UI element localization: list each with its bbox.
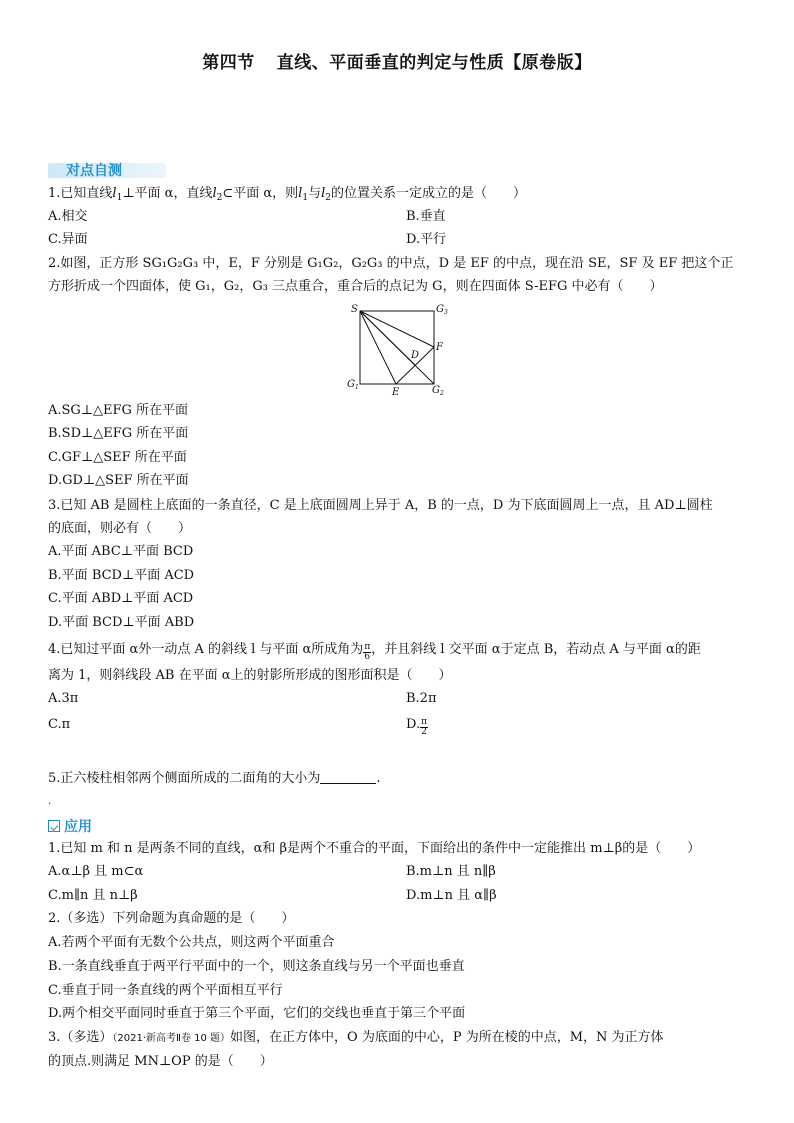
option-a: A.SG⊥△EFG 所在平面: [48, 403, 189, 418]
line-sf: [360, 311, 434, 347]
option-a: A.若两个平面有无数个公共点，则这两个平面重合: [48, 935, 335, 950]
line-sg2: [360, 311, 434, 384]
app-question-3-stem-line2: 的顶点.则满足 MN⊥OP 的是（ ）: [48, 1054, 273, 1069]
app-question-3-stem-line1: 3.（多选）（2021·新高考Ⅱ卷 10 题）如图，在正方体中，O 为底面的中心，P 为所在棱的中点，M，N 为正方体: [48, 1030, 664, 1045]
source-tag: （2021·新高考Ⅱ卷 10 题）: [112, 1033, 231, 1044]
option-b: B.2π: [406, 691, 437, 706]
question-3-stem-line2: 的底面，则必有（ ）: [48, 521, 192, 536]
option-b: B.SD⊥△EFG 所在平面: [48, 426, 189, 441]
question-2-stem-line2: 方形折成一个四面体，使 G₁，G₂，G₃ 三点重合，重合后的点记为 G，则在四面体 S-EFG 中必有（ ）: [48, 279, 663, 294]
question-2-stem-line1: 2.如图，正方形 SG₁G₂G₃ 中，E，F 分别是 G₁G₂，G₂G₃ 的中点，D 是 EF 的中点，现在沿 SE，SF 及 EF 把这个正: [48, 256, 734, 271]
question-4-stem-line1: 4.已知过平面 α外一动点 A 的斜线 l 与平面 α所成角为 $\frac{\pi}{6}$ ，并且斜线 l 交平面 α于定点 B，若动点 A 与平面 α的距: [48, 642, 701, 662]
option-d: D.平面 BCD⊥平面 ABD: [48, 615, 195, 630]
option-b: B.平面 BCD⊥平面 ACD: [48, 568, 195, 583]
section-title: 对点自测: [66, 163, 122, 179]
section-title-application: 应用: [48, 816, 92, 836]
question-5-stem: 5.正六棱柱相邻两个侧面所成的二面角的大小为 .: [48, 771, 381, 786]
option-d: D.m⊥n 且 α∥β: [406, 888, 497, 903]
label-s: S: [351, 304, 358, 315]
option-c: C.异面: [48, 232, 88, 247]
question-1-stem: 1.已知直线$l_1\perp$平面 α，直线$l_2\subset$平面 α，则$l_1$与$l_2$的位置关系一定成立的是（ ）: [48, 186, 527, 203]
option-d: D.两个相交平面同时垂直于第三个平面，它们的交线也垂直于第三个平面: [48, 1006, 466, 1021]
question-3-stem-line1: 3.已知 AB 是圆柱上底面的一条直径，C 是上底面圆周上异于 A，B 的一点，D 为下底面圆周上一点，且 AD⊥圆柱: [48, 498, 713, 513]
option-c: C.垂直于同一条直线的两个平面相互平行: [48, 983, 283, 998]
app-question-2-stem: 2.（多选）下列命题为真命题的是（ ）: [48, 911, 295, 926]
section-badge-self-test: [48, 160, 166, 180]
label-g3: $G_3$: [436, 304, 448, 316]
option-a: A.3π: [48, 691, 79, 706]
app-question-1-stem: 1.已知 m 和 n 是两条不同的直线，α和 β是两个不重合的平面，下面给出的条件中一定能推出 m⊥β的是（ ）: [48, 841, 701, 856]
answer-blank: [320, 772, 376, 784]
option-d: D. $\frac{\pi}{2}$: [406, 717, 428, 737]
option-a: A.α⊥β 且 m⊂α: [48, 864, 144, 879]
option-a: A.相交: [48, 209, 88, 224]
fraction-pi-over-2: $\frac{\pi}{2}$: [421, 717, 428, 737]
option-d: D.GD⊥△SEF 所在平面: [48, 473, 189, 488]
label-d: D: [411, 350, 420, 361]
option-b: B.m⊥n 且 n∥β: [406, 864, 496, 879]
label-g1: $G_1$: [347, 379, 359, 391]
page-title: 第四节 直线、平面垂直的判定与性质【原卷版】: [202, 53, 592, 73]
square-diagram: [345, 302, 455, 397]
check-box-icon: [48, 820, 60, 832]
label-e: E: [392, 387, 400, 397]
option-c: C.π: [48, 717, 71, 732]
option-c: C.平面 ABD⊥平面 ACD: [48, 591, 194, 606]
option-a: A.平面 ABC⊥平面 BCD: [48, 544, 194, 559]
option-b: B.垂直: [406, 209, 446, 224]
label-g2: $G_2$: [432, 385, 444, 397]
option-c: C.GF⊥△SEF 所在平面: [48, 450, 187, 465]
line-se: [360, 311, 396, 384]
option-d: D.平行: [406, 232, 447, 247]
option-c: C.m∥n 且 n⊥β: [48, 888, 138, 903]
question-4-stem-line2: 离为 1，则斜线段 AB 在平面 α上的射影所形成的图形面积是（ ）: [48, 668, 452, 683]
label-f: F: [436, 342, 443, 353]
option-b: B.一条直线垂直于两平行平面中的一个，则这条直线与另一个平面也垂直: [48, 959, 465, 974]
fraction-pi-over-6: $\frac{\pi}{6}$: [364, 642, 371, 662]
stray-dot: .: [48, 796, 52, 807]
